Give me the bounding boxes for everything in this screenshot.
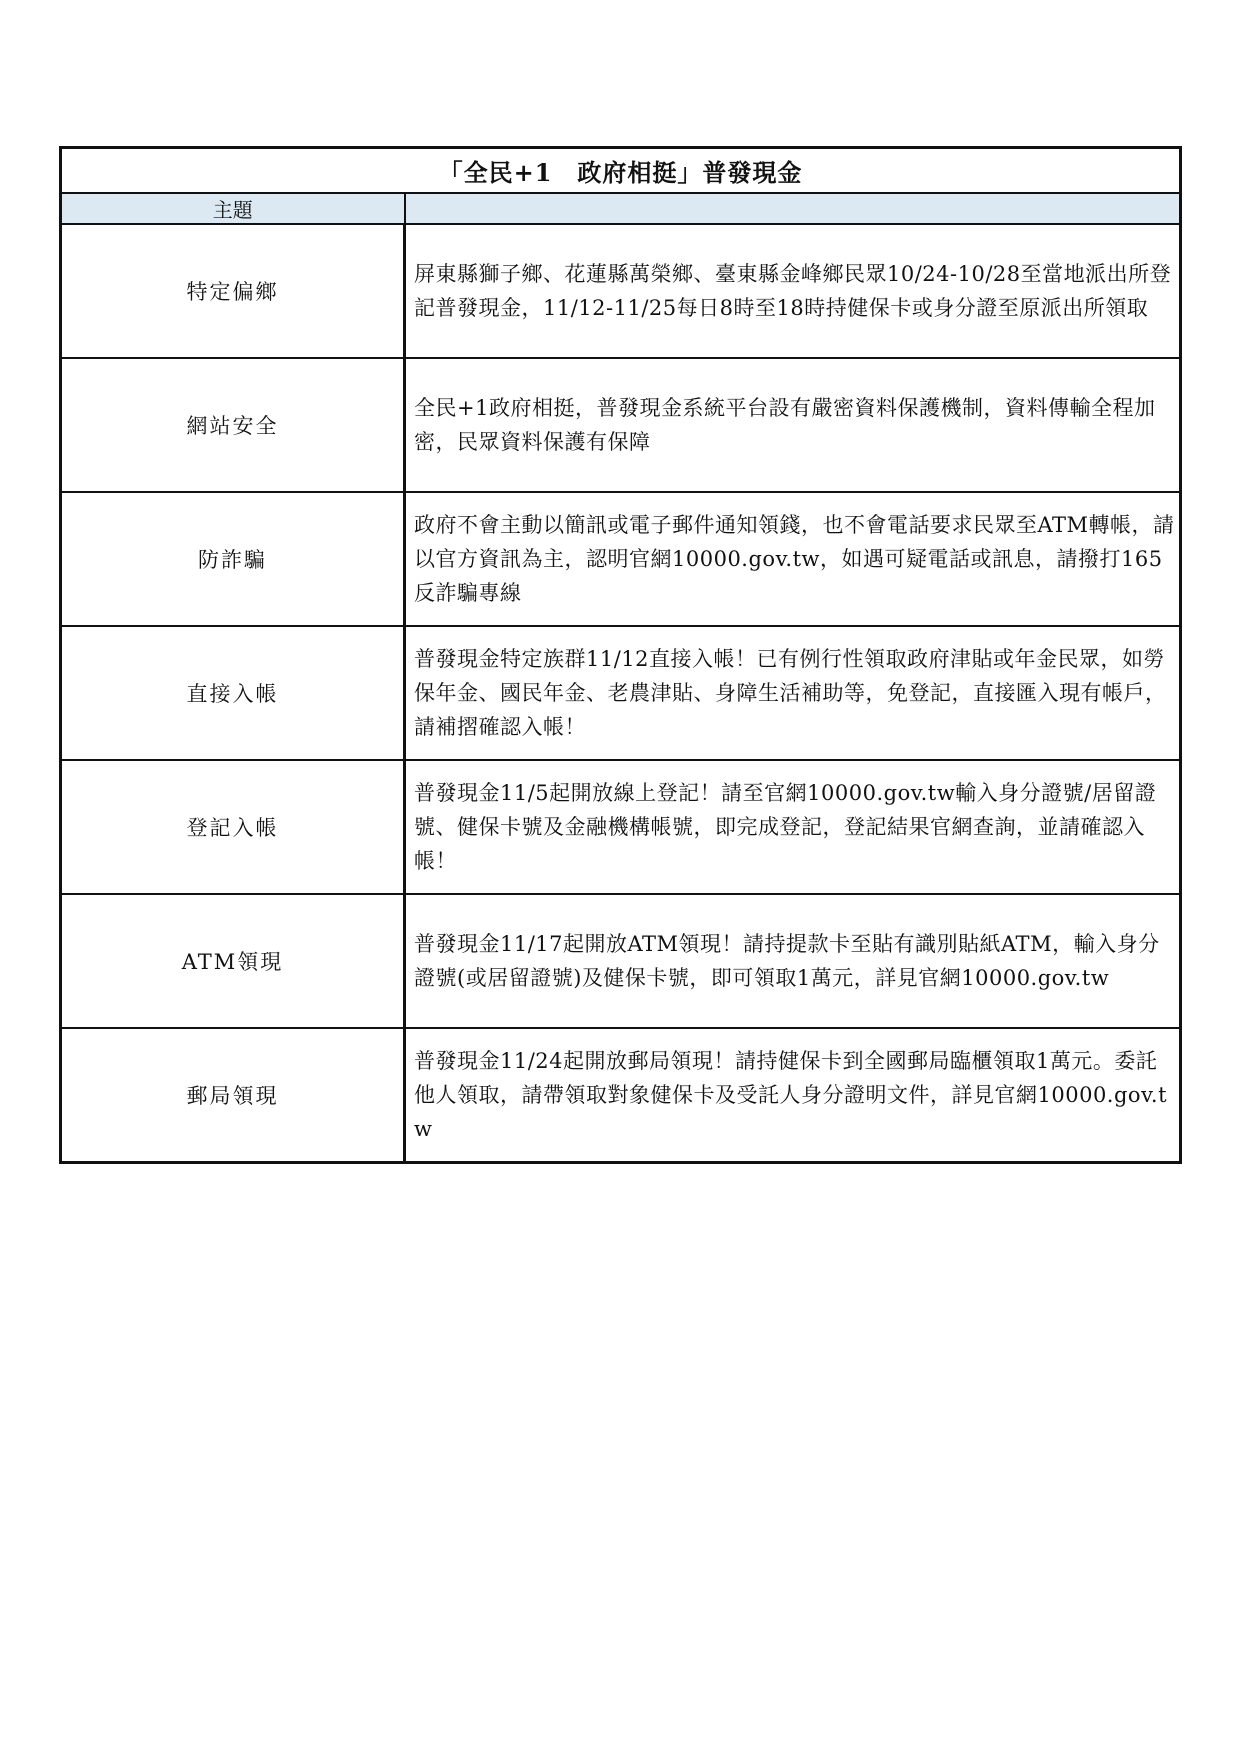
row-description: 屏東縣獅子鄉、花蓮縣萬榮鄉、臺東縣金峰鄉民眾10/24-10/28至當地派出所登記普發現金，11/12-11/25每日8時至18時持健保卡或身分證至原派出所領取 [405, 224, 1181, 358]
header-topic: 主題 [61, 193, 405, 224]
table-row [61, 626, 1181, 760]
row-description: 普發現金11/5起開放線上登記！請至官網10000.gov.tw輸入身分證號/居留證號、健保卡號及金融機構帳號，即完成登記，登記結果官網查詢，並請確認入帳！ [405, 760, 1181, 894]
row-description: 普發現金特定族群11/12直接入帳！已有例行性領取政府津貼或年金民眾，如勞保年金、國民年金、老農津貼、身障生活補助等，免登記，直接匯入現有帳戶，請補摺確認入帳！ [405, 626, 1181, 760]
table-row [61, 358, 1181, 492]
row-topic: 防詐騙 [61, 492, 405, 626]
row-description: 政府不會主動以簡訊或電子郵件通知領錢，也不會電話要求民眾至ATM轉帳，請以官方資訊為主，認明官網10000.gov.tw，如遇可疑電話或訊息，請撥打165反詐騙專線 [405, 492, 1181, 626]
row-description: 全民+1政府相挺，普發現金系統平台設有嚴密資料保護機制，資料傳輸全程加密，民眾資料保護有保障 [405, 358, 1181, 492]
row-topic: 網站安全 [61, 358, 405, 492]
row-topic: 特定偏鄉 [61, 224, 405, 358]
table-row [61, 894, 1181, 1028]
row-topic: 登記入帳 [61, 760, 405, 894]
row-description: 普發現金11/17起開放ATM領現！請持提款卡至貼有識別貼紙ATM，輸入身分證號(或居留證號)及健保卡號，即可領取1萬元，詳見官網10000.gov.tw [405, 894, 1181, 1028]
table-row [61, 492, 1181, 626]
table-row [61, 760, 1181, 894]
table-title: 「全民+1 政府相挺」普發現金 [61, 148, 1181, 194]
row-topic: ATM領現 [61, 894, 405, 1028]
title-row [61, 148, 1181, 194]
table-row [61, 224, 1181, 358]
header-row [61, 193, 1181, 224]
row-topic: 直接入帳 [61, 626, 405, 760]
header-content [405, 193, 1181, 224]
row-topic: 郵局領現 [61, 1028, 405, 1163]
table-row [61, 1028, 1181, 1163]
info-table [59, 146, 1182, 1164]
row-description: 普發現金11/24起開放郵局領現！請持健保卡到全國郵局臨櫃領取1萬元。委託他人領取，請帶領取對象健保卡及受託人身分證明文件，詳見官網10000.gov.tw [405, 1028, 1181, 1163]
